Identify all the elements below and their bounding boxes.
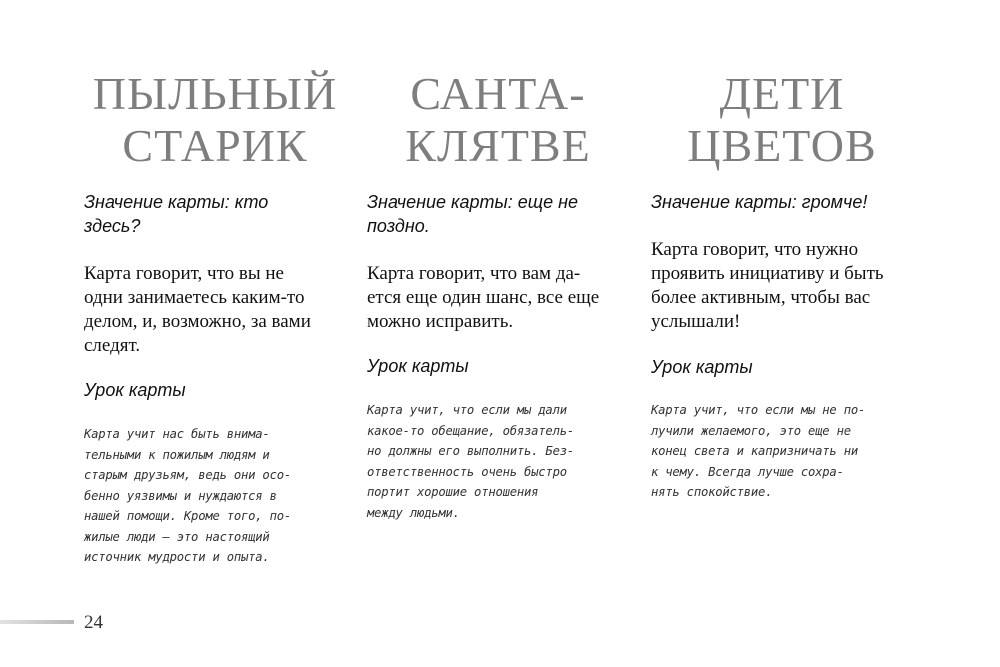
lesson-heading: Урок карты: [84, 380, 186, 400]
card-title: ПЫЛЬНЫЙ СТАРИК: [92, 68, 338, 171]
card-title: САНТА- КЛЯТВЕ: [405, 68, 591, 171]
card-description: Карта говорит, что нужно проявить инициативу и быть более активным, чтобы вас услышали!: [651, 239, 884, 332]
card-description: Карта говорит, что вам да- ется еще один шанс, все еще можно исправить.: [367, 263, 600, 332]
card-meaning: Значение карты: громче!: [651, 192, 868, 212]
footer-rule: [0, 620, 74, 624]
card-meaning: Значение карты: еще не поздно.: [367, 192, 579, 236]
page-number: 24: [84, 612, 103, 633]
card-meaning: Значение карты: кто здесь?: [84, 192, 269, 236]
card-description: Карта говорит, что вы не одни занимаетесь каким-то делом, и, возможно, за вами следят.: [84, 263, 311, 356]
lesson-text: Карта учит, что если мы дали какое-то обещание, обязатель- но должны его выполнить. Без- ответственность очень быстро портит хорошие отношения между людьми.: [367, 403, 574, 520]
card-title: ДЕТИ ЦВЕТОВ: [687, 68, 877, 171]
lesson-heading: Урок карты: [367, 356, 469, 376]
lesson-text: Карта учит нас быть внима- тельными к пожилым людям и старым друзьям, ведь они осо- бенно уязвимы и нуждаются в нашей помощи. Кроме того, по- жилые люди — это настоящий источник мудрости и опыта.: [84, 427, 291, 564]
lesson-text: Карта учит, что если мы не по- лучили желаемого, это еще не конец света и капризничать ни к чему. Всегда лучше сохра- нять спокойствие.: [651, 403, 866, 499]
lesson-heading: Урок карты: [651, 357, 753, 377]
